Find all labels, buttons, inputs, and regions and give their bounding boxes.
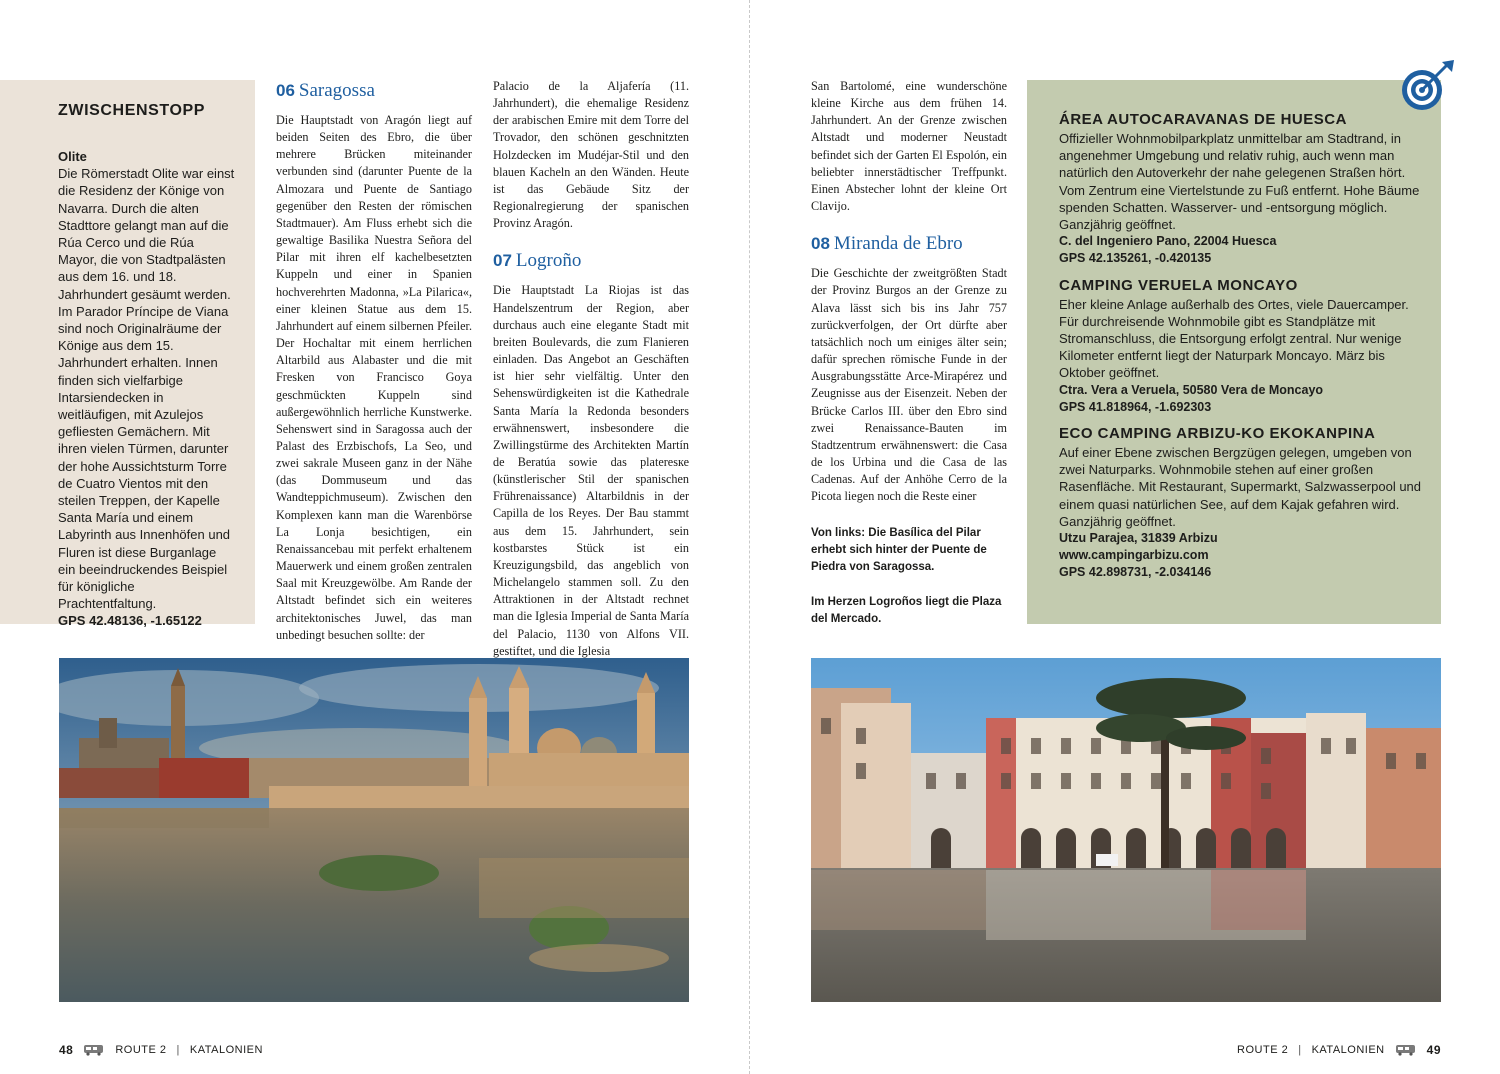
campsite-entry [1059, 110, 1423, 268]
zwischenstopp-place: Olite [58, 149, 87, 164]
footer-separator: | [1298, 1044, 1302, 1056]
camper-van-icon [83, 1044, 105, 1056]
section-heading-miranda [811, 233, 1007, 255]
campsite-gps: GPS 41.818964, -1.692303 [1059, 399, 1212, 414]
section-number: 08 [811, 234, 830, 254]
zwischenstopp-text: Die Römerstadt Olite war einst die Residenz der Könige von Navarra. Durch die alten Stadttore gelangt man auf die Rúa Cerco und die Rúa Mayor, die von Stadtpalästen aus dem 16. und 18. Jahrhundert gesäumt werden. Im Parador Príncipe de Viana sind noch Originalräume der Könige aus dem 15. Jahrhundert erhalten. Innen finden sich vielfarbige Intarsiendecken in weitläufigen, mit Azulejos gefliesten Gemächern. Mit ihren vielen Türmen, darunter der hohe Aussichtsturm Torre de Cuatro Vientos mit den steilen Treppen, der Kapelle Santa María und einem Labyrinth aus Innenhöfen und Fluren ist diese Burganlage ein beeindruckendes Beispiel für königliche Prachtentfaltung. [58, 166, 235, 612]
section-heading-saragossa [276, 80, 472, 102]
footer-region: KATALONIEN [189, 1044, 263, 1056]
section-text-saragossa-cont: Palacio de la Aljafería (11. Jahrhundert), die ehemalige Residenz der arabischen Emire mit dem Torre del Trovador, den schönen geschnitzten Holzdecken im Mudéjar-Stil und den blauen Kacheln an den Wänden. Heute ist das Gebäude Sitz der Regionalregierung der spanischen Provinz Aragón. [493, 79, 689, 231]
section-text-saragossa: Die Hauptstadt von Aragón liegt auf beiden Seiten des Ebro, die über mehrere Brücken miteinander verbunden sind (darunter Puente de la Almozara und Puente de Santiago gegenüber den Resten der römischen Stadtmauer). Am Fluss erhebt sich die gewaltige Basilika Nuestra Señora del Pilar mit ihren elf kachelbesetzten Kuppeln und einer in Spanien hochverehrten Madonna, »La Pilarica«, einer kleinen Statue aus dem 15. Jahrhundert auf einem silbernen Pfeiler. Der Hochaltar mit einem herrlichen Altarbild aus Alabaster und die mit Fresken von Francisco Goya geschmückten Kuppeln sind außergewöhnlich herrliche Kunstwerke. Sehenswert sind in Saragossa auch der Palast des Erzbischofs, La Seo, und zwei sakrale Museen ganz in der Nähe (das Dommuseum und das Wandteppichmuseum). Zwischen den Komplexen kann man die Warenbörse La Lonja besichtigen, ein Renaissancebau mit perfekt erhaltenem Mauerwerk und einem großen zentralen Saal mit Kreuzgewölbe. Am Rande der Altstadt befindet sich ein weiteres architektonisches Juwel, das man unbedingt besuchen sollte: der [276, 113, 472, 642]
campsite-text: Offizieller Wohnmobilparkplatz unmittelbar am Stadtrand, in angenehmer Umgebung und relativ ruhig, auch wenn man natürlich den Autoverkehr der nahe gelegenen Straßen hört. Vom Zentrum eine Viertelstunde zu Fuß entfernt. Hohe Bäume spenden Schatten. Wasserver- und -entsorgung möglich. Ganzjährig geöffnet. [1059, 131, 1420, 233]
photo-saragossa-basilica [59, 658, 689, 1002]
zwischenstopp-title: ZWISCHENSTOPP [58, 102, 206, 119]
campsite-gps: GPS 42.135261, -0.420135 [1059, 251, 1212, 266]
section-text-miranda: Die Geschichte der zweitgrößten Stadt der Provinz Burgos an der Grenze zu Alava lässt sich bis ins Jahr 757 zurückverfolgen, der Ort dürfte aber tatsächlich noch um einiges älter sein; dafür sprechen römische Funde in der Ausgrabungsstätte Arce-Mirapérez und Zeugnisse aus der Eisenzeit. Neben der Brücke Carlos III. über den Ebro sind zwei Renaissance-Bauten im Stadtzentrum erwähnenswert: die Casa de los Urbina und die Casa de las Cadenas. Auf der Anhöhe Cerro de la Picota liegen noch die Reste einer [811, 266, 1007, 504]
section-title: Miranda de Ebro [833, 233, 963, 255]
campsite-gps: GPS 42.898731, -2.034146 [1059, 565, 1212, 580]
page-number-left: 48 [59, 1043, 74, 1057]
campsite-address: C. del Ingeniero Pano, 22004 Huesca [1059, 234, 1277, 249]
campsite-address: Ctra. Vera a Veruela, 50580 Vera de Moncayo [1059, 382, 1324, 397]
footer-route: ROUTE 2 [1237, 1044, 1289, 1056]
footer-separator: | [176, 1044, 180, 1056]
footer-route: ROUTE 2 [115, 1044, 167, 1056]
section-heading-logrono [493, 250, 689, 272]
campsite-text: Auf einer Ebene zwischen Bergzügen gelegen, umgeben von zwei Naturparks. Wohnmobile stehen auf einer großen Rasenfläche. Mit Restaurant, Supermarkt, Salzwasserpool und einem quasi natürlichen See, auf dem Kajak gefahren wird. Ganzjährig geöffnet. [1059, 445, 1422, 529]
footer-region: KATALONIEN [1311, 1044, 1385, 1056]
campsite-name: ÁREA AUTOCARAVANAS DE HUESCA [1059, 111, 1347, 128]
section-number: 06 [276, 81, 295, 100]
campsite-web[interactable]: www.campingarbizu.com [1059, 548, 1209, 563]
campsite-address: Utzu Parajea, 31839 Arbizu [1059, 531, 1218, 546]
caption-2: Im Herzen Logroños liegt die Plaza del Mercado. [811, 595, 1002, 625]
zwischenstopp-gps: GPS 42.48136, -1.65122 [58, 613, 202, 629]
footer-right [1237, 1043, 1441, 1057]
column-3 [811, 78, 1007, 505]
section-text-logrono-cont: San Bartolomé, eine wunderschöne kleine Kirche aus dem frühen 14. Jahrhundert. An der Grenze zwischen Altstadt und moderner Neustadt befindet sich der Garten El Espolón, ein beliebter innerstädtischer Treffpunkt. Einen Abstecher lohnt der kleine Ort Clavijo. [811, 79, 1007, 214]
campsite-box [1027, 80, 1441, 624]
campsite-name: ECO CAMPING ARBIZU-KO EKOKANPINA [1059, 425, 1376, 443]
campsite-text: Eher kleine Anlage außerhalb des Ortes, viele Dauercamper. Für durchreisende Wohnmobile gibt es Standplätze mit Stromanschluss, die Entsorgung erfolgt zentral. Nur wenige Kilometer entfernt liegt der Naturpark Moncayo. März bis Oktober geöffnet. [1059, 296, 1409, 381]
section-text-logrono: Die Hauptstadt La Riojas ist das Handelszentrum der Region, aber durchaus auch eine elegante Stadt mit breiten Boulevards, die zum Flanieren einladen. Das Angebot an Geschäften ist hier sehr vielfältig. Unter den Sehenswürdigkeiten ist die Kathedrale Santa María la Redonda besonders erwähnenswert, insbesondere die Zwillingstürme des Architekten Martín de Beratúa sowie das plateresке (künstlerischer Stil der spanischen Frührenaissance) Altarbildnis in der Capilla de los Reyes. Der Bau stammt aus dem 15. Jahrhundert, sein kostbarstes Stück ist ein Kreuzigungsbild, das angeblich von Michelangelo stammen soll. Zu den Attraktionen in der Altstadt rechnet man die Iglesia Imperial de Santa María del Palacio, 1130 von Alfons VII. gestiftet, und die Iglesia [493, 283, 689, 658]
section-number: 07 [493, 251, 512, 271]
section-title: Saragossa [298, 80, 375, 101]
zwischenstopp-box [0, 80, 255, 629]
column-2 [493, 78, 689, 660]
campsite-name: CAMPING VERUELA MONCAYO [1059, 276, 1298, 294]
section-title: Logroño [515, 250, 582, 272]
photo-captions [811, 525, 1011, 628]
campsite-entry [1059, 276, 1423, 416]
campsite-entry [1059, 424, 1423, 582]
caption-1: Von links: Die Basílica del Pilar erhebt sich hinter der Puente de Piedra von Saragossa. [811, 527, 987, 574]
camper-van-icon [1395, 1044, 1417, 1056]
photo-logrono-plaza [811, 658, 1441, 1002]
column-1 [276, 80, 472, 644]
page-number-right: 49 [1426, 1043, 1441, 1057]
target-icon [1398, 58, 1456, 112]
footer-left [59, 1043, 263, 1057]
page-spine [749, 0, 750, 1074]
